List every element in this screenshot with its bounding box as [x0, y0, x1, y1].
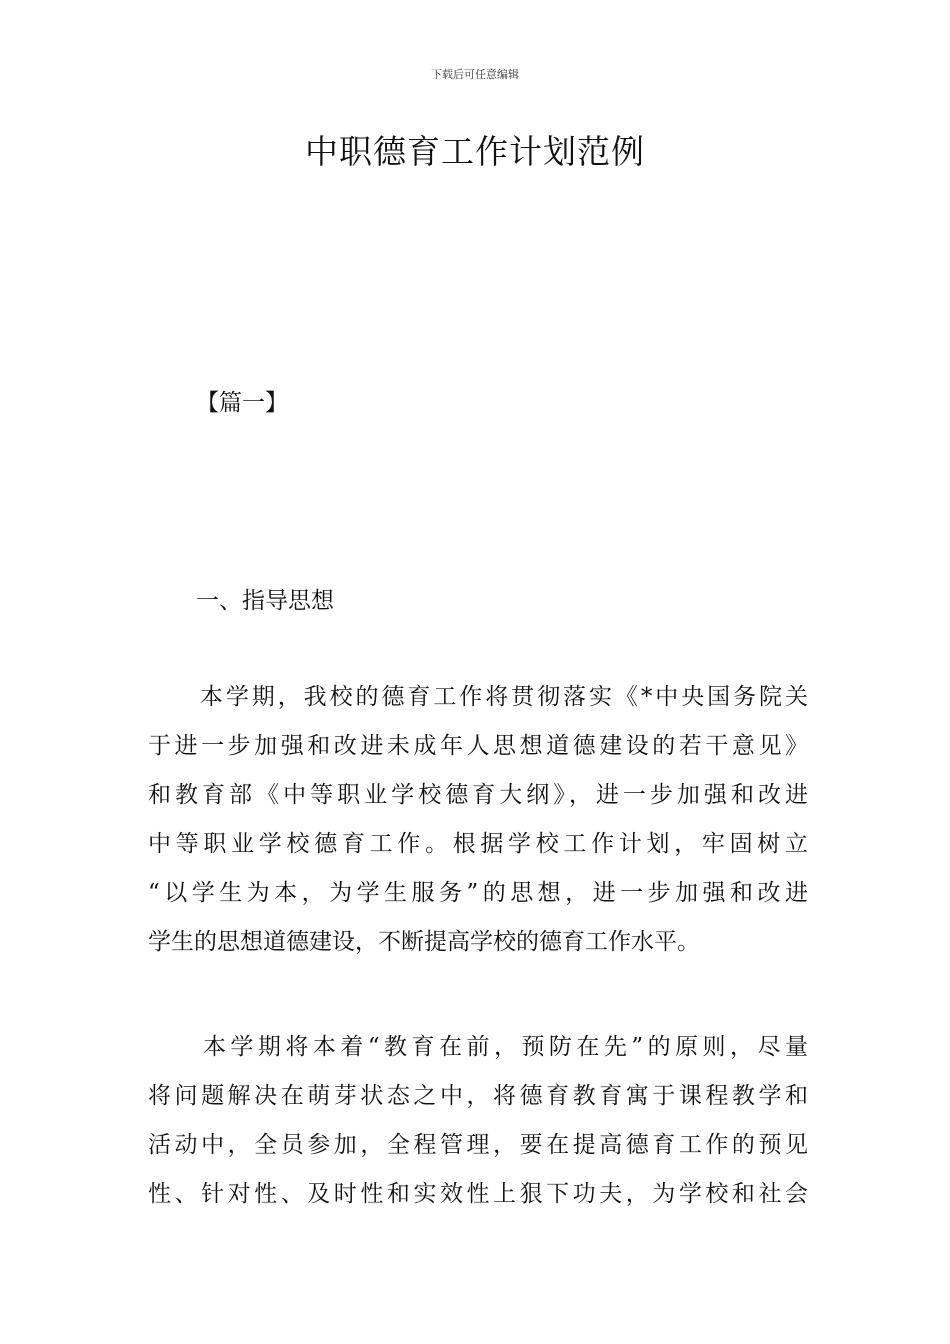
- paragraph-2: [148, 1023, 808, 1219]
- paragraph-line: 活动中，全员参加，全程管理，要在提高德育工作的预见: [148, 1132, 808, 1158]
- paragraph-line: 学生的思想道德建设，不断提高学校的德育工作水平。: [148, 929, 700, 955]
- paragraph-line: 于进一步加强和改进未成年人思想道德建设的若干意见》: [148, 733, 808, 759]
- paragraph-line: 和教育部《中等职业学校德育大纲》，进一步加强和改进: [148, 782, 808, 808]
- section-tag: 【篇一】: [196, 390, 288, 416]
- document-title: 中职德育工作计划范例: [305, 132, 645, 171]
- paragraph-line: 本学期，我校的德育工作将贯彻落实《*中央国务院关: [148, 684, 808, 710]
- paragraph-line: “以学生为本，为学生服务”的思想，进一步加强和改进: [148, 880, 808, 906]
- paragraph-line: 将问题解决在萌芽状态之中，将德育教育寓于课程教学和: [148, 1083, 808, 1109]
- header-note: 下载后可任意编辑: [431, 68, 519, 81]
- paragraph-line: 中等职业学校德育工作。根据学校工作计划，牢固树立: [148, 831, 808, 857]
- section-heading: 一、指导思想: [196, 588, 334, 614]
- paragraph-1: [148, 673, 808, 967]
- paragraph-line: 本学期将本着“教育在前，预防在先”的原则，尽量: [148, 1034, 808, 1060]
- paragraph-line: 性、针对性、及时性和实效性上狠下功夫，为学校和社会: [148, 1181, 808, 1207]
